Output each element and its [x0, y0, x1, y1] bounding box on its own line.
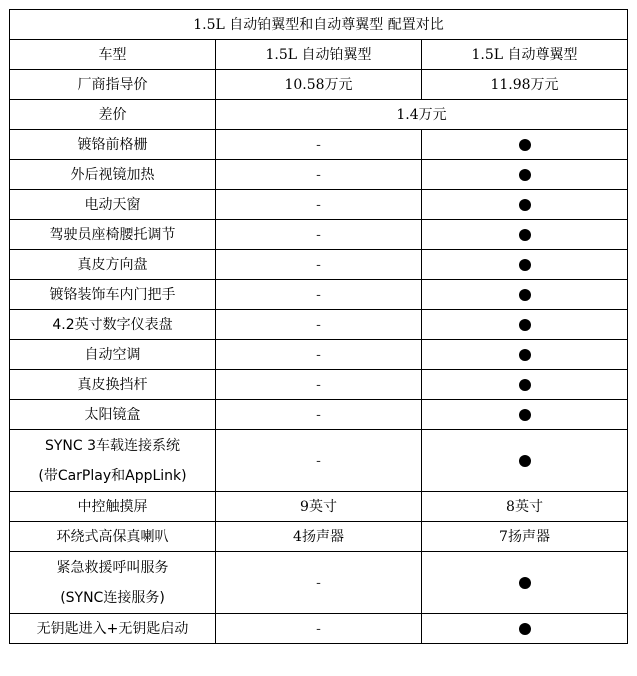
absent-dash: - — [316, 376, 321, 393]
header-row — [10, 40, 628, 70]
diff-value: 1.4万元 — [216, 100, 628, 130]
feature-label: 外后视镜加热 — [10, 160, 216, 190]
absent-dash: - — [316, 256, 321, 273]
screen-label: 中控触摸屏 — [10, 492, 216, 522]
feature-model-1 — [216, 220, 422, 250]
table-row — [10, 160, 628, 190]
standard-dot-icon — [519, 139, 531, 151]
feature-model-2 — [422, 160, 628, 190]
feature-label: 镀铬前格栅 — [10, 130, 216, 160]
rescue-model-2 — [422, 552, 628, 614]
price-model-2: 11.98万元 — [422, 70, 628, 100]
feature-label: 真皮方向盘 — [10, 250, 216, 280]
absent-dash: - — [316, 316, 321, 333]
keyless-model-1 — [216, 614, 422, 644]
header-model-1: 1.5L 自动铂翼型 — [216, 40, 422, 70]
rescue-label-line1: 紧急救援呼叫服务 — [56, 559, 169, 576]
feature-model-1 — [216, 400, 422, 430]
feature-label: 驾驶员座椅腰托调节 — [10, 220, 216, 250]
absent-dash: - — [316, 166, 321, 183]
table-row — [10, 280, 628, 310]
standard-dot-icon — [519, 623, 531, 635]
feature-model-1 — [216, 190, 422, 220]
feature-model-2 — [422, 370, 628, 400]
feature-label: 太阳镜盒 — [10, 400, 216, 430]
title-row — [10, 10, 628, 40]
sync-row — [10, 430, 628, 492]
table-row — [10, 250, 628, 280]
feature-model-1 — [216, 160, 422, 190]
keyless-label: 无钥匙进入+无钥匙启动 — [10, 614, 216, 644]
sync-label-line1: SYNC 3车载连接系统 — [44, 437, 181, 454]
standard-dot-icon — [519, 577, 531, 589]
standard-dot-icon — [519, 229, 531, 241]
audio-model-1: 4扬声器 — [216, 522, 422, 552]
feature-model-2 — [422, 340, 628, 370]
diff-label: 差价 — [10, 100, 216, 130]
standard-dot-icon — [519, 349, 531, 361]
config-comparison-table — [9, 9, 628, 644]
feature-model-1 — [216, 130, 422, 160]
standard-dot-icon — [519, 455, 531, 467]
sync-model-2 — [422, 430, 628, 492]
sync-model-1 — [216, 430, 422, 492]
standard-dot-icon — [519, 409, 531, 421]
keyless-row — [10, 614, 628, 644]
feature-rows — [10, 130, 628, 430]
screen-model-2: 8英寸 — [422, 492, 628, 522]
feature-model-2 — [422, 190, 628, 220]
absent-dash: - — [316, 286, 321, 303]
table-row — [10, 400, 628, 430]
table-row — [10, 340, 628, 370]
rescue-model-1 — [216, 552, 422, 614]
feature-model-2 — [422, 130, 628, 160]
feature-model-2 — [422, 400, 628, 430]
header-label: 车型 — [10, 40, 216, 70]
feature-label: 4.2英寸数字仪表盘 — [10, 310, 216, 340]
feature-model-2 — [422, 250, 628, 280]
absent-dash: - — [316, 196, 321, 213]
feature-label: 真皮换挡杆 — [10, 370, 216, 400]
standard-dot-icon — [519, 259, 531, 271]
table-title: 1.5L 自动铂翼型和自动尊翼型 配置对比 — [10, 10, 628, 40]
feature-model-1 — [216, 310, 422, 340]
absent-dash: - — [316, 406, 321, 423]
standard-dot-icon — [519, 289, 531, 301]
standard-dot-icon — [519, 169, 531, 181]
absent-dash: - — [316, 226, 321, 243]
audio-label: 环绕式高保真喇叭 — [10, 522, 216, 552]
absent-dash: - — [316, 136, 321, 153]
feature-model-1 — [216, 370, 422, 400]
audio-model-2: 7扬声器 — [422, 522, 628, 552]
price-row — [10, 70, 628, 100]
screen-row — [10, 492, 628, 522]
price-model-1: 10.58万元 — [216, 70, 422, 100]
table-row — [10, 370, 628, 400]
sync-label — [10, 430, 216, 492]
table-row — [10, 220, 628, 250]
header-model-2: 1.5L 自动尊翼型 — [422, 40, 628, 70]
rescue-row — [10, 552, 628, 614]
feature-model-2 — [422, 220, 628, 250]
rescue-label — [10, 552, 216, 614]
table-row — [10, 310, 628, 340]
standard-dot-icon — [519, 199, 531, 211]
feature-label: 镀铬装饰车内门把手 — [10, 280, 216, 310]
standard-dot-icon — [519, 379, 531, 391]
sync-label-line2: (带CarPlay和AppLink) — [38, 467, 187, 484]
feature-label: 电动天窗 — [10, 190, 216, 220]
audio-row — [10, 522, 628, 552]
absent-dash: - — [316, 452, 321, 469]
standard-dot-icon — [519, 319, 531, 331]
absent-dash: - — [316, 346, 321, 363]
feature-model-1 — [216, 280, 422, 310]
table-row — [10, 130, 628, 160]
feature-label: 自动空调 — [10, 340, 216, 370]
keyless-model-2 — [422, 614, 628, 644]
feature-model-1 — [216, 250, 422, 280]
feature-model-1 — [216, 340, 422, 370]
table-row — [10, 190, 628, 220]
absent-dash: - — [316, 620, 321, 637]
feature-model-2 — [422, 280, 628, 310]
absent-dash: - — [316, 574, 321, 591]
rescue-label-line2: (SYNC连接服务) — [60, 589, 165, 606]
screen-model-1: 9英寸 — [216, 492, 422, 522]
diff-row — [10, 100, 628, 130]
feature-model-2 — [422, 310, 628, 340]
price-label: 厂商指导价 — [10, 70, 216, 100]
